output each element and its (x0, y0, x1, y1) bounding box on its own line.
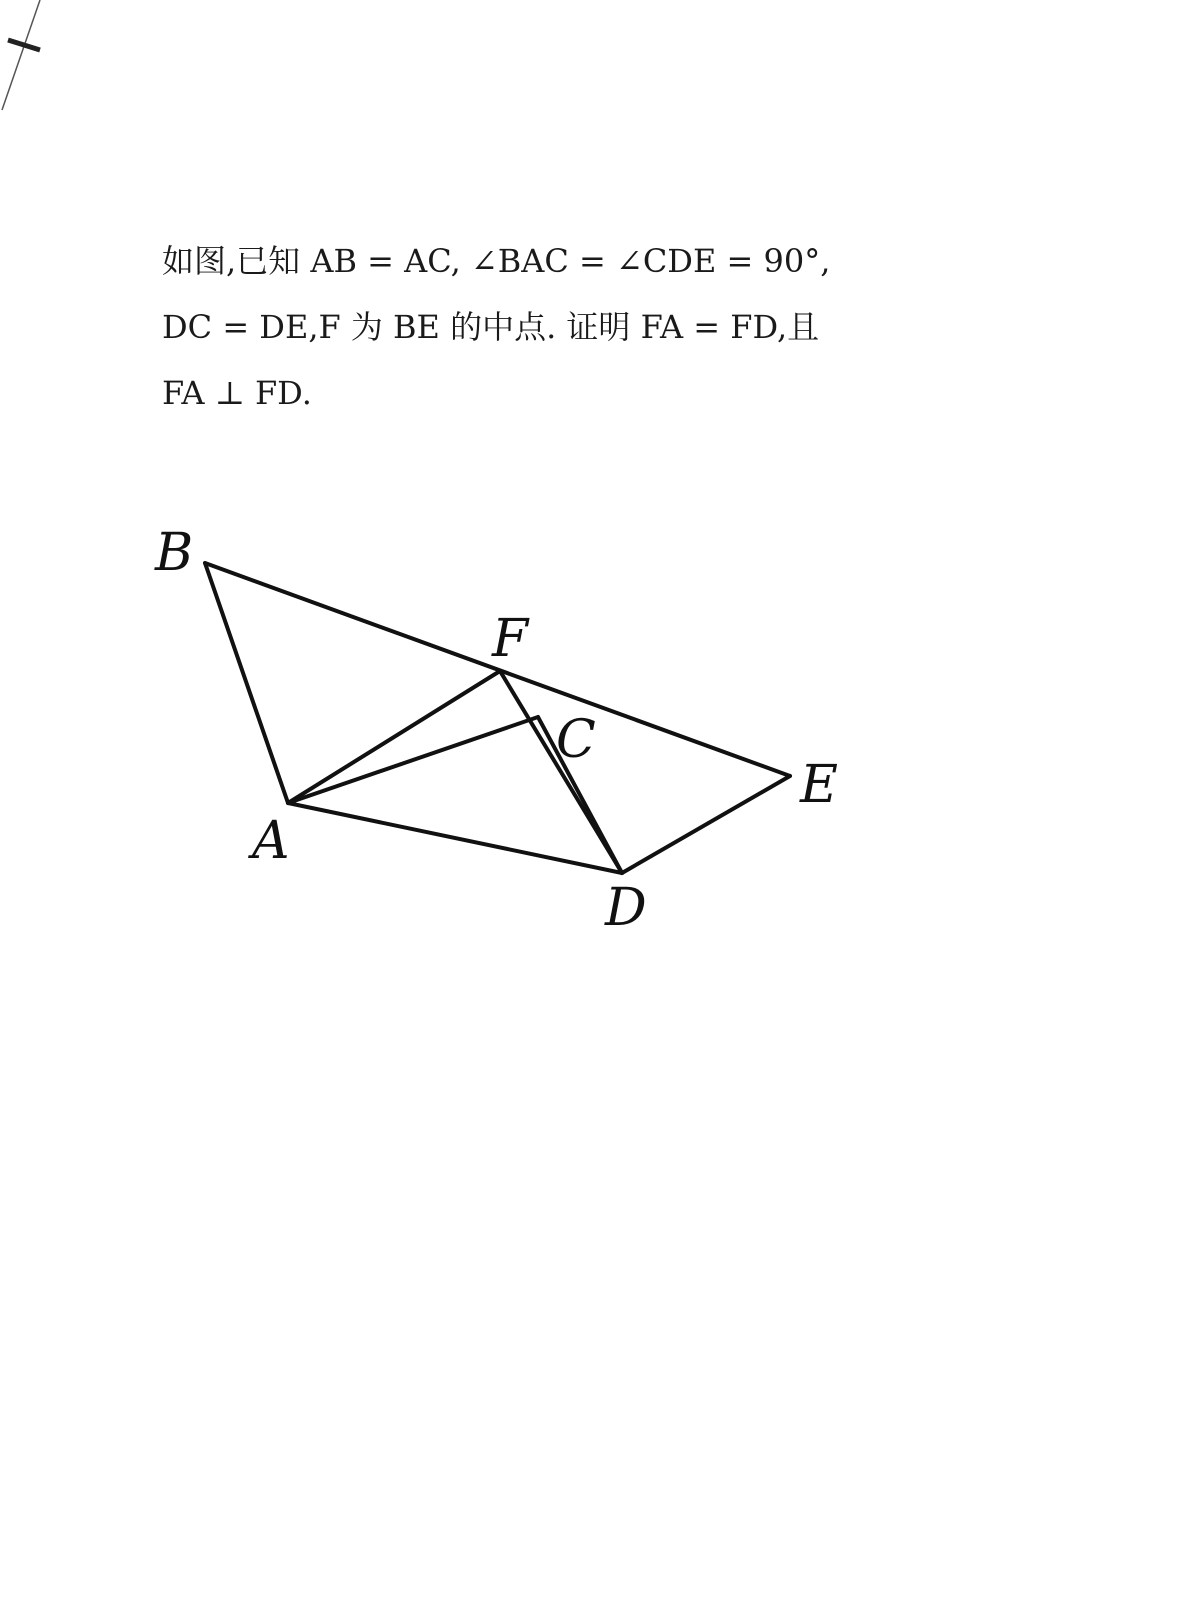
segment-BE (205, 563, 790, 776)
point-label-F: F (492, 609, 529, 669)
problem-line-1: 如图,已知 AB = AC, ∠BAC = ∠CDE = 90°, (162, 242, 831, 280)
problem-line-2: DC = DE,F 为 BE 的中点. 证明 FA = FD,且 (162, 308, 820, 346)
segment-AF (288, 671, 500, 803)
segment-AD (288, 803, 622, 873)
point-label-B: B (155, 523, 194, 583)
segment-DE (622, 776, 790, 873)
problem-line-3: FA ⊥ FD. (162, 374, 312, 412)
point-label-E: E (800, 755, 838, 815)
point-label-C: C (556, 710, 596, 770)
point-label-D: D (605, 878, 647, 938)
segment-BA (205, 563, 288, 803)
segment-AC (288, 717, 538, 803)
point-label-A: A (252, 811, 290, 871)
